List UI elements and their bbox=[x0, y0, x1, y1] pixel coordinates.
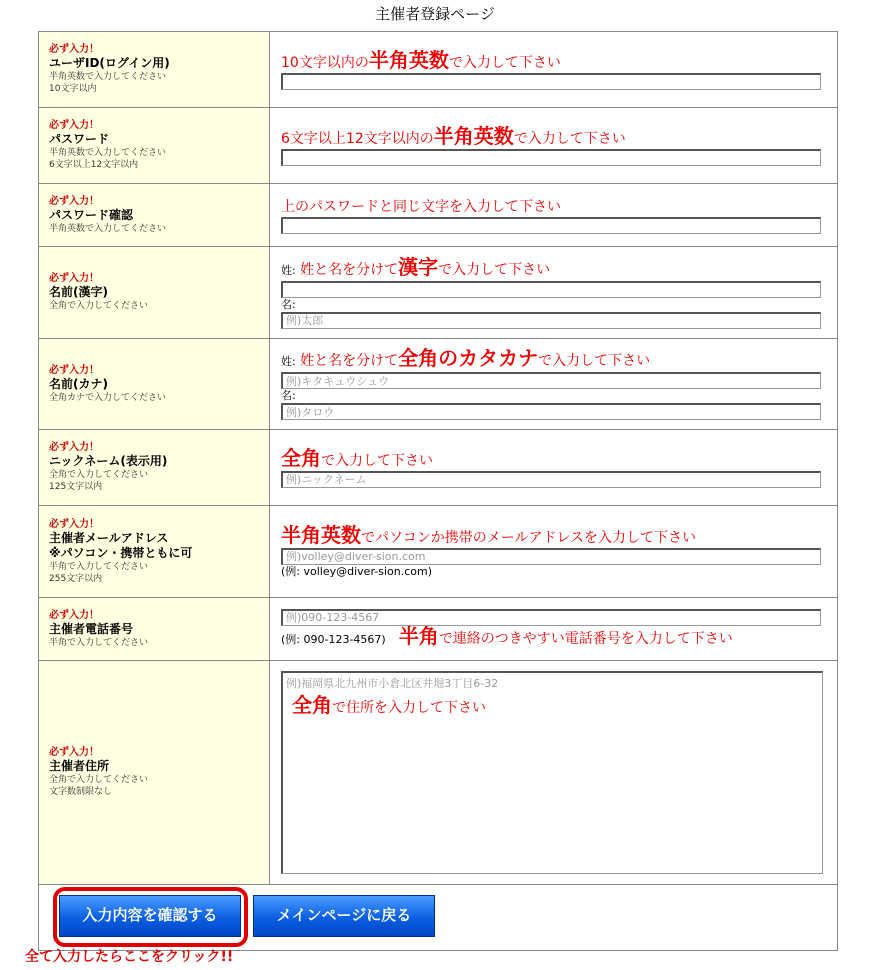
required-label: 必ず入力！ bbox=[49, 120, 99, 131]
field-note: 半角で入力してください bbox=[49, 561, 149, 572]
page-title: 主催者登録ページ bbox=[375, 5, 495, 23]
field-note: 全角カナで入力してください bbox=[49, 392, 167, 403]
input-cell bbox=[270, 32, 838, 108]
input-cell bbox=[270, 108, 838, 184]
label-cell bbox=[39, 430, 270, 506]
field-title: 主催者メールアドレス bbox=[49, 530, 169, 545]
field-title-sub: ※パソコン・携帯ともに可 bbox=[49, 545, 193, 560]
instruction: 10文字以内の半角英数で入力して下さい bbox=[281, 47, 561, 72]
field-title: 主催者電話番号 bbox=[49, 621, 134, 636]
input-cell bbox=[270, 506, 838, 598]
required-label: 必ず入力！ bbox=[49, 364, 99, 376]
row-name-kanji bbox=[39, 247, 838, 339]
required-label: 必ず入力！ bbox=[49, 609, 99, 621]
row-name-kana bbox=[39, 339, 838, 430]
field-note: 文字数制限なし bbox=[49, 787, 113, 797]
instruction: 姓: 姓と名を分けて漢字で入力して下さい bbox=[281, 254, 551, 279]
required-label: 必ず入力！ bbox=[49, 195, 99, 207]
registration-form bbox=[38, 31, 838, 951]
field-note: 6文字以上12文字以内 bbox=[49, 160, 139, 170]
field-title: 名前(漢字) bbox=[49, 285, 108, 299]
label-cell bbox=[39, 661, 270, 885]
label-cell bbox=[39, 108, 270, 184]
sei-label: 姓: bbox=[281, 355, 296, 368]
mei-kana-input[interactable] bbox=[281, 403, 821, 420]
sei-label: 姓: bbox=[281, 263, 296, 277]
field-note: 全角で入力してください bbox=[49, 470, 149, 480]
field-title: 名前(カナ) bbox=[49, 376, 108, 391]
row-phone bbox=[39, 598, 838, 661]
field-note: 255文字以内 bbox=[49, 573, 103, 584]
row-userid bbox=[39, 32, 838, 108]
nickname-input[interactable] bbox=[281, 471, 821, 488]
mei-kanji-input[interactable] bbox=[281, 312, 821, 329]
mei-label: 名: bbox=[281, 297, 296, 311]
email-input[interactable] bbox=[281, 548, 821, 565]
back-to-main-button[interactable]: メインページに戻る bbox=[253, 895, 435, 937]
instruction: 半角英数でパソコンか携帯のメールアドレスを入力して下さい bbox=[281, 522, 697, 547]
field-note: 全角で入力してください bbox=[49, 775, 149, 785]
label-cell bbox=[39, 184, 270, 247]
label-cell bbox=[39, 506, 270, 598]
row-email bbox=[39, 506, 838, 598]
mei-label: 名: bbox=[281, 389, 296, 402]
phone-example: (例: 090-123-4567) bbox=[281, 632, 386, 646]
email-example: (例: volley@diver-sion.com) bbox=[281, 564, 432, 578]
field-title: 主催者住所 bbox=[49, 759, 110, 773]
field-note: 125文字以内 bbox=[49, 482, 103, 492]
input-cell bbox=[270, 661, 838, 885]
required-label: 必ず入力！ bbox=[49, 273, 99, 284]
instruction: 上のパスワードと同じ文字を入力して下さい bbox=[281, 198, 561, 215]
required-label: 必ず入力！ bbox=[49, 518, 99, 530]
password-confirm-input[interactable] bbox=[281, 217, 821, 234]
label-cell bbox=[39, 32, 270, 108]
click-here-annotation: 全て入力したらここをクリック!! bbox=[25, 949, 234, 965]
field-note: 半角英数で入力してください bbox=[49, 148, 167, 158]
phone-input[interactable] bbox=[281, 609, 821, 626]
instruction: 6文字以上12文字以内の半角英数で入力して下さい bbox=[281, 123, 626, 148]
required-label: 必ず入力！ bbox=[49, 442, 99, 453]
input-cell bbox=[270, 339, 838, 430]
instruction: 半角で連絡のつきやすい電話番号を入力して下さい bbox=[398, 623, 733, 648]
row-nickname bbox=[39, 430, 838, 506]
sei-kana-input[interactable] bbox=[281, 372, 821, 389]
input-cell bbox=[270, 430, 838, 506]
instruction: 姓: 姓と名を分けて全角のカタカナで入力して下さい bbox=[281, 346, 651, 370]
input-cell bbox=[270, 247, 838, 339]
field-title: パスワード bbox=[49, 132, 110, 146]
confirm-button[interactable]: 入力内容を確認する bbox=[59, 895, 241, 937]
field-note: 半角で入力してください bbox=[49, 637, 149, 648]
label-cell bbox=[39, 339, 270, 430]
field-note: 半角英数で入力してください bbox=[49, 223, 167, 234]
input-cell bbox=[270, 598, 838, 661]
row-password bbox=[39, 108, 838, 184]
label-cell bbox=[39, 247, 270, 339]
field-note: 10文字以内 bbox=[49, 84, 97, 94]
required-label: 必ず入力！ bbox=[49, 44, 99, 55]
field-title: ユーザID(ログイン用) bbox=[49, 56, 170, 70]
input-cell bbox=[270, 184, 838, 247]
label-cell bbox=[39, 598, 270, 661]
userid-input[interactable] bbox=[281, 73, 821, 90]
field-title: パスワード確認 bbox=[49, 207, 134, 222]
instruction: 全角で入力して下さい bbox=[281, 445, 433, 470]
password-input[interactable] bbox=[281, 149, 821, 166]
row-address bbox=[39, 661, 838, 885]
field-title: ニックネーム(表示用) bbox=[49, 454, 168, 468]
field-note: 半角英数で入力してください bbox=[49, 72, 167, 82]
row-password-confirm bbox=[39, 184, 838, 247]
sei-kanji-input[interactable] bbox=[281, 281, 821, 298]
instruction: 全角で住所を入力して下さい bbox=[292, 693, 486, 717]
required-label: 必ず入力！ bbox=[49, 747, 99, 758]
field-note: 全角で入力してください bbox=[49, 301, 149, 311]
